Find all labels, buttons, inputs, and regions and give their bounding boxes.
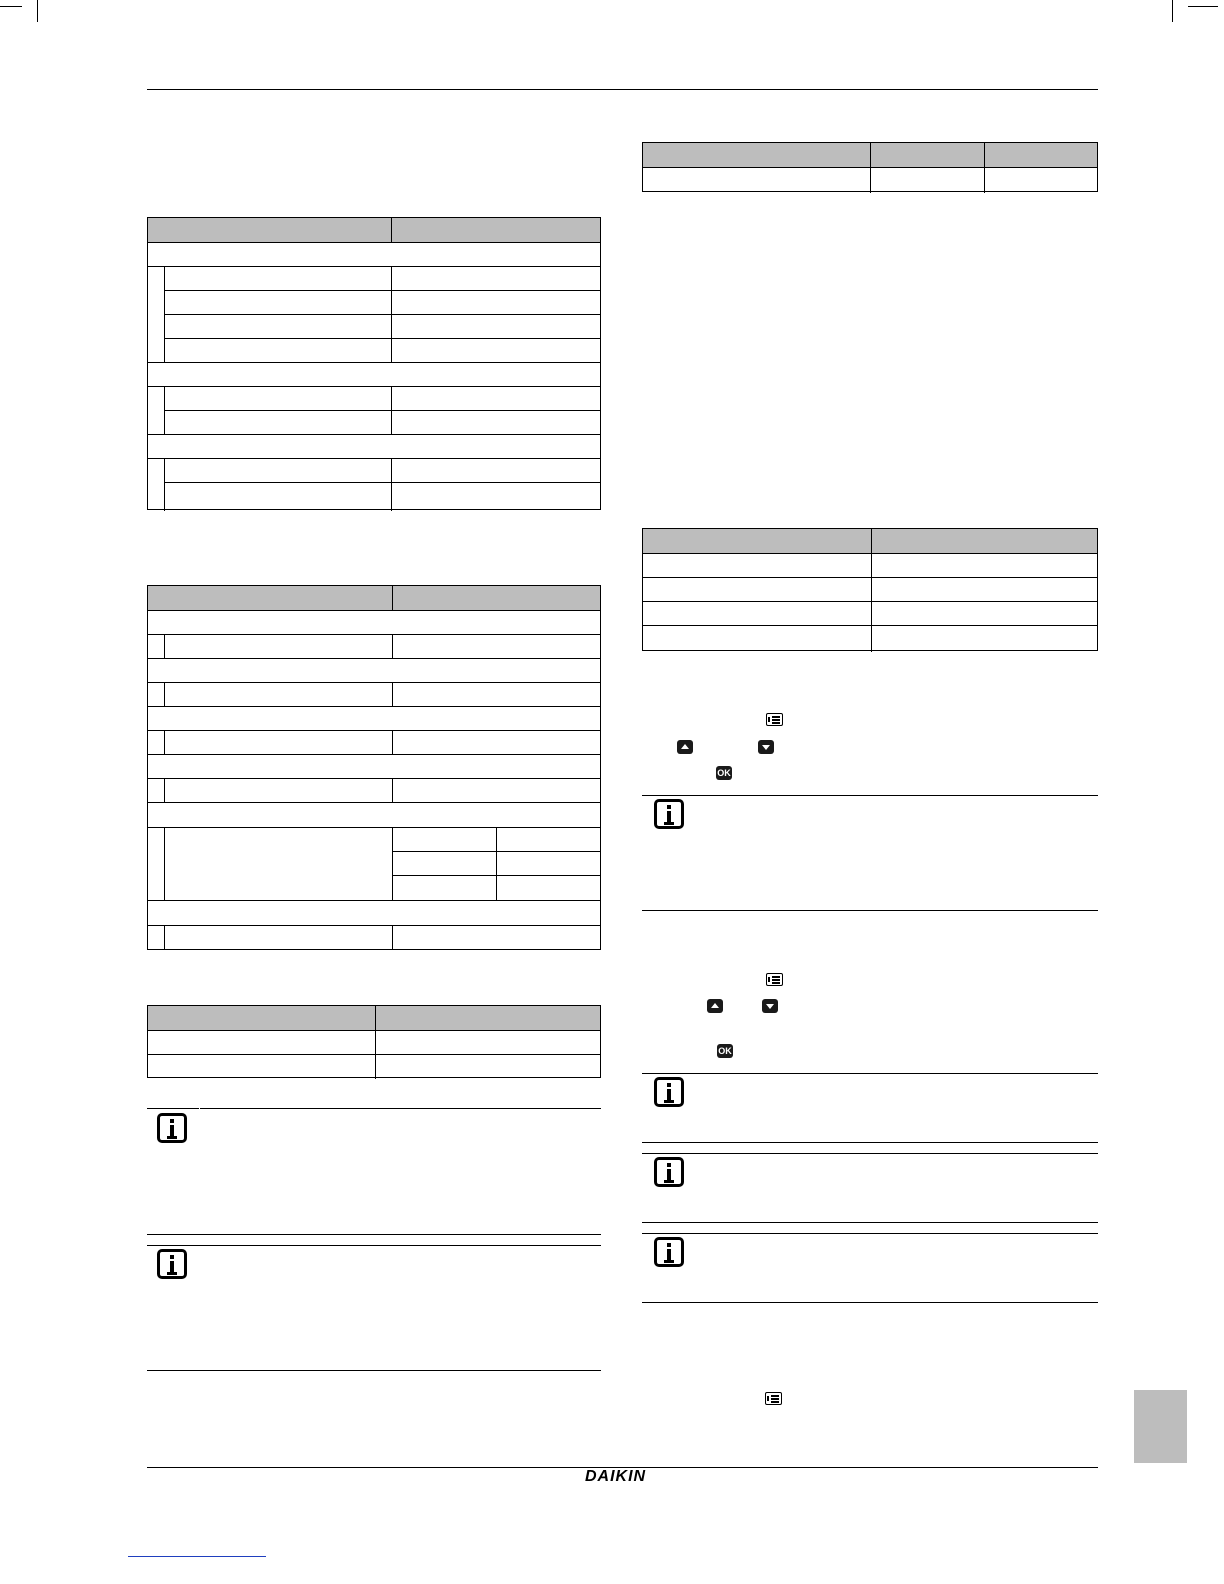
table-row (148, 1055, 600, 1078)
table-5 (642, 528, 1098, 651)
table-group-row (148, 363, 600, 387)
table-row (164, 291, 600, 315)
info-icon (157, 1113, 187, 1143)
table-row (643, 626, 1097, 650)
info-icon (157, 1249, 187, 1279)
table-row (643, 554, 1097, 578)
menu-icon (766, 713, 783, 726)
table-header (148, 1006, 600, 1031)
header-rule (147, 89, 1098, 90)
table-row (148, 731, 600, 755)
table-row (148, 1031, 600, 1055)
crop-mark-top-left-v (37, 0, 38, 22)
menu-icon (766, 973, 783, 986)
note-rule-bottom (642, 1302, 1098, 1303)
ok-key-icon: OK (717, 768, 731, 778)
table-row (148, 483, 600, 509)
table-4 (642, 142, 1098, 192)
note-rule-top (642, 1073, 1098, 1074)
ok-key-icon: OK (718, 1046, 732, 1056)
table-header (148, 218, 600, 243)
table-row (148, 635, 600, 659)
table-group-row (148, 243, 600, 267)
table-row (164, 315, 600, 339)
info-icon (654, 1237, 684, 1267)
table-1 (147, 217, 601, 510)
info-icon (654, 1157, 684, 1187)
info-icon (654, 799, 684, 829)
table-group-row (148, 901, 600, 926)
down-arrow-key-icon (762, 999, 778, 1013)
table-group-row (148, 659, 600, 683)
crop-mark-top-left (0, 6, 22, 7)
table-group-row (148, 435, 600, 459)
table-row (164, 267, 600, 291)
link-underline (128, 1556, 266, 1557)
table-row (643, 602, 1097, 626)
table-header (148, 586, 600, 611)
note-rule-bottom (642, 1142, 1098, 1143)
table-row (148, 779, 600, 803)
side-tab (1134, 1390, 1187, 1463)
table-group-row (148, 755, 600, 779)
note-rule-top (642, 795, 1098, 796)
crop-mark-top-right (1188, 6, 1218, 7)
table-row (148, 411, 600, 435)
note-rule-top (642, 1153, 1098, 1154)
table-row (148, 926, 600, 950)
note-rule-bottom (147, 1370, 601, 1371)
table-row (643, 578, 1097, 602)
table-3 (147, 1005, 601, 1078)
table-2 (147, 585, 601, 950)
note-rule-top (642, 1233, 1098, 1234)
note-rule-bottom (147, 1234, 601, 1235)
table-group-row (148, 803, 600, 828)
table-header (643, 529, 1097, 554)
table-row (164, 459, 600, 483)
table-row (164, 387, 600, 411)
table-group-row (148, 707, 600, 731)
table-row (148, 876, 600, 901)
table-row (148, 683, 600, 707)
down-arrow-key-icon (758, 740, 774, 754)
up-arrow-key-icon (677, 740, 693, 754)
note-divider (199, 1108, 200, 1234)
note-rule-top (147, 1245, 601, 1246)
crop-mark-top-right-v (1172, 0, 1173, 22)
note-rule-top (147, 1108, 601, 1109)
note-rule-bottom (642, 910, 1098, 911)
daikin-logo: DAIKIN (585, 1468, 647, 1485)
menu-icon (765, 1392, 782, 1405)
table-group-row (148, 611, 600, 635)
note-rule-bottom (642, 1222, 1098, 1223)
info-icon (654, 1077, 684, 1107)
table-row (148, 339, 600, 363)
up-arrow-key-icon (707, 999, 723, 1013)
